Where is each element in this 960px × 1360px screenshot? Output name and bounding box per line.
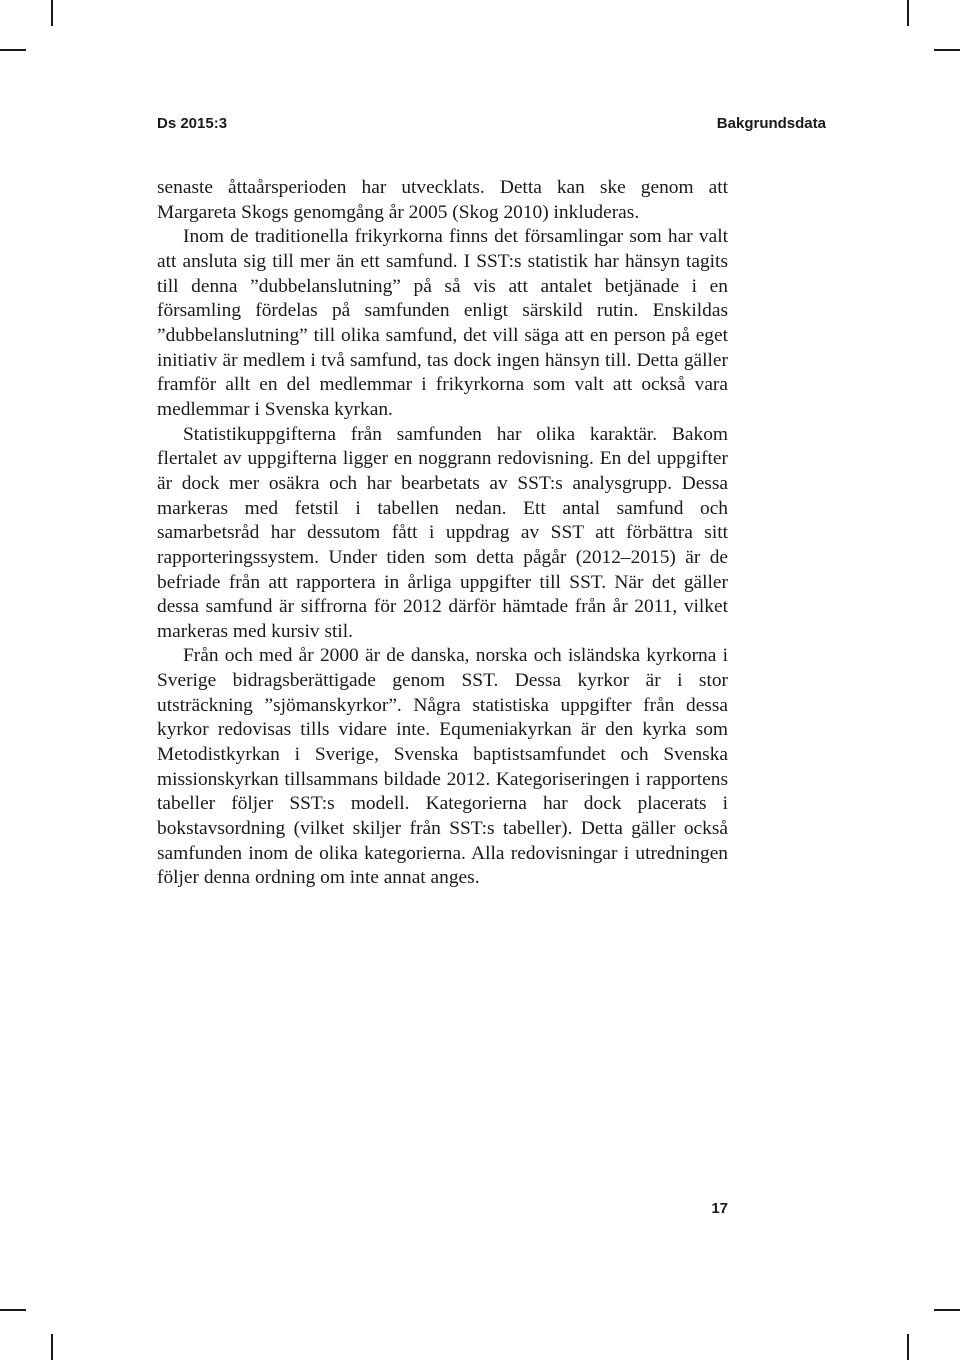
page-number: 17: [711, 1200, 728, 1217]
crop-mark-bottom-left-horizontal: [0, 1309, 26, 1311]
running-header: [157, 115, 826, 132]
crop-mark-top-left: [51, 0, 53, 26]
crop-mark-top-right-horizontal: [934, 49, 960, 51]
body-text: [157, 176, 728, 891]
header-document-id: Ds 2015:3: [157, 115, 228, 132]
crop-mark-bottom-right: [907, 1334, 909, 1360]
header-section-title: Bakgrundsdata: [716, 115, 826, 132]
paragraph-nordiska-kyrkor: Från och med år 2000 är de danska, norska och isländska kyrkorna i Sverige bidragsberättigade genom SST. Dessa kyrkor är i stor utsträckning ”sjömanskyrkor”. Några statistiska uppgifter från dessa kyrkor redovisas tills vidare inte. Equmeniakyrkan är den kyrka som Metodistkyrkan i Sverige, Svenska baptistsamfundet och Svenska missionskyrkan tillsammans bildade 2012. Kategoriseringen i rapportens tabeller följer SST:s modell. Kategorierna har dock placerats i bokstavsordning (vilket skiljer från SST:s tabeller). Detta gäller också samfunden inom de olika kategorierna. Alla redovisningar i utredningen följer denna ordning om inte annat anges.: [157, 645, 728, 889]
crop-mark-bottom-left: [51, 1334, 53, 1360]
crop-mark-top-left-horizontal: [0, 49, 26, 51]
paragraph-dubbelanslutning: Inom de traditionella frikyrkorna finns det församlingar som har valt att ansluta sig till mer än ett samfund. I SST:s statistik har hänsyn tagits till denna ”dubbelanslutning” på så vis att antalet betjänade i en församling fördelas på samfunden enligt särskild rutin. Enskildas ”dubbelanslutning” till olika samfund, det vill säga att en person på eget initiativ är medlem i två samfund, tas dock ingen hänsyn till. Detta gäller framför allt en del medlemmar i frikyrkorna som valt att också vara medlemmar i Svenska kyrkan.: [157, 226, 728, 420]
paragraph-continued: senaste åttaårsperioden har utvecklats. Detta kan ske genom att Margareta Skogs genomgång år 2005 (Skog 2010) inkluderas.: [157, 177, 728, 223]
crop-mark-top-right: [907, 0, 909, 26]
crop-mark-bottom-right-horizontal: [934, 1309, 960, 1311]
paragraph-statistikuppgifter: Statistikuppgifterna från samfunden har olika karaktär. Bakom flertalet av uppgifterna ligger en noggrann redovisning. En del uppgifter är dock mer osäkra och har bearbetats av SST:s analysgrupp. Dessa markeras med fetstil i tabellen nedan. Ett antal samfund och samarbetsråd har dessutom fått i uppdrag av SST att förbättra sitt rapporteringssystem. Under tiden som detta pågår (2012–2015) är de befriade från att rapportera in årliga uppgifter till SST. När det gäller dessa samfund är siffrorna för 2012 därför hämtade från år 2011, vilket markeras med kursiv stil.: [157, 423, 728, 642]
